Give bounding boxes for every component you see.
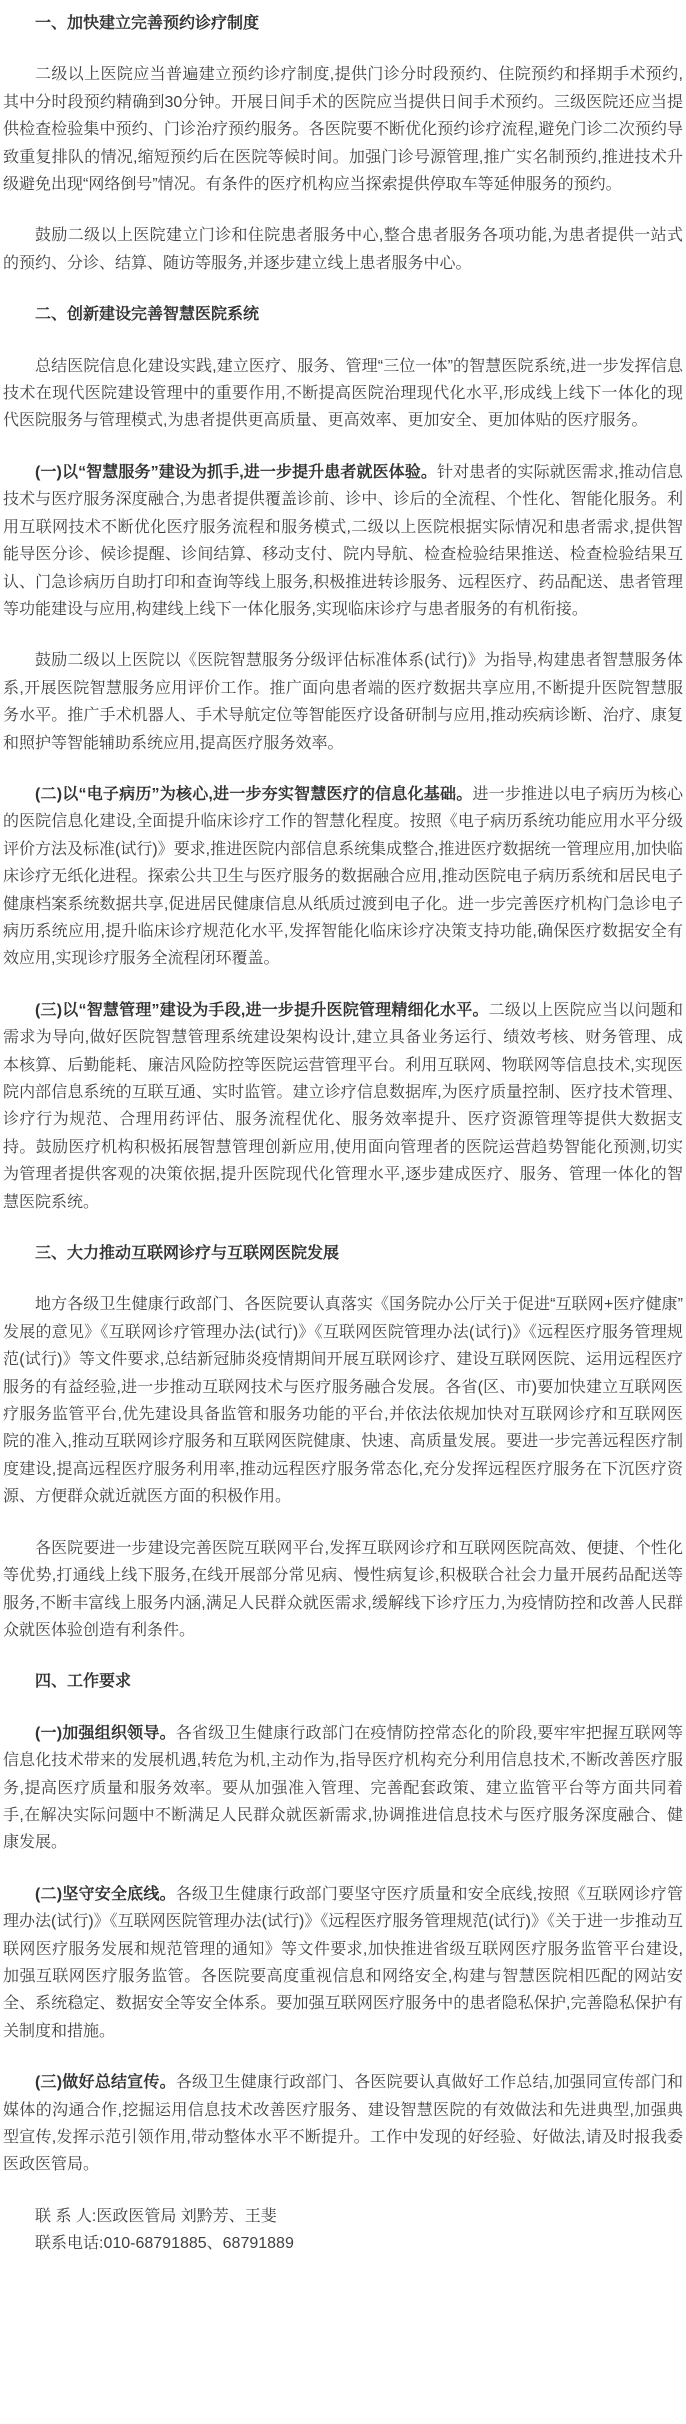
section-heading-4: 四、工作要求 [35,1673,132,1691]
paragraph: (二)以“电子病历”为核心,进一步夯实智慧医疗的信息化基础。进一步推进以电子病历为核心的医院信息化建设,全面提升临床诊疗工作的智慧化程度。按照《电子病历系统功能应用水平分级评价方法及标准(试行)》要求,推进医院内部信息系统集成整合,推进医疗数据统一管理应用,加快临床诊疗无纸化进程。探索公共卫生与医疗服务的数据融合应用,推动医院电子病历系统和居民电子健康档案系统数据共享,促进居民健康信息从纸质过渡到电子化。进一步完善医疗机构门急诊电子病历系统应用,提升临床诊疗规范化水平,发挥智能化临床诊疗决策支持功能,确保医疗数据安全有效应用,实现诊疗服务全流程闭环覆盖。 [3,785,683,968]
paragraph: 鼓励二级以上医院以《医院智慧服务分级评估标准体系(试行)》为指导,构建患者智慧服务体系,开展医院智慧服务应用评价工作。推广面向患者端的医疗数据共享应用,不断提升医院智慧服务水平。推广手术机器人、手术导航定位等智能医疗设备研制与应用,推动疾病诊断、治疗、康复和照护等智能辅助系统应用,提高医疗服务效率。 [3,652,683,752]
paragraph-lead: (二)以“电子病历”为核心,进一步夯实智慧医疗的信息化基础。 [35,785,473,803]
paragraph-lead: (一)加强组织领导。 [35,1724,176,1742]
paragraph: (一)以“智慧服务”建设为抓手,进一步提升患者就医体验。针对患者的实际就医需求,推动信息技术与医疗服务深度融合,为患者提供覆盖诊前、诊中、诊后的全流程、个性化、智能化服务。利用互联网技术不断优化医疗服务流程和服务模式,二级以上医院根据实际情况和患者需求,提供智能导医分诊、候诊提醒、诊间结算、移动支付、院内导航、检查检验结果推送、检查检验结果互认、门急诊病历自助打印和查询等线上服务,积极推进转诊服务、远程医疗、药品配送、患者管理等功能建设与应用,构建线上线下一体化服务,实现临床诊疗与患者服务的有机衔接。 [3,463,683,618]
section-heading-1: 一、加快建立完善预约诊疗制度 [35,15,260,32]
paragraph: 地方各级卫生健康行政部门、各医院要认真落实《国务院办公厅关于促进“互联网+医疗健康”发展的意见》《互联网诊疗管理办法(试行)》《互联网医院管理办法(试行)》《远程医疗服务管理规范(试行)》等文件要求,总结新冠肺炎疫情期间开展互联网诊疗、建设互联网医院、运用远程医疗服务的有益经验,进一步推动互联网技术与医疗服务融合发展。各省(区、市)要加快建立互联网医疗服务监管平台,优先建设具备监管和服务功能的平台,并依法依规加快对互联网诊疗和互联网医院的准入,推动互联网诊疗服务和互联网医院健康、快速、高质量发展。要进一步完善远程医疗制度建设,提高远程医疗服务利用率,推动远程医疗服务常态化,充分发挥远程医疗服务在下沉医疗资源、方便群众就近就医方面的积极作用。 [3,1296,683,1506]
paragraph: (三)做好总结宣传。各级卫生健康行政部门、各医院要认真做好工作总结,加强同宣传部门和媒体的沟通合作,挖掘运用信息技术改善医疗服务、建设智慧医院的有效做法和先进典型,加强典型宣传,发挥示范引领作用,带动整体水平不断提升。工作中发现的好经验、好做法,请及时报我委医政医管局。 [3,2074,683,2174]
paragraph-lead: (一)以“智慧服务”建设为抓手,进一步提升患者就医体验。 [35,463,437,481]
paragraph: 二级以上医院应当普遍建立预约诊疗制度,提供门诊分时段预约、住院预约和择期手术预约,其中分时段预约精确到30分钟。开展日间手术的医院应当提供日间手术预约。三级医院还应当提供检查检验集中预约、门诊治疗预约服务。各医院要不断优化预约诊疗流程,避免门诊二次预约导致重复排队的情况,缩短预约后在医院等候时间。加强门诊号源管理,推广实名制预约,推进技术升级避免出现“网络倒号”情况。有条件的医疗机构应当探索提供停取车等延伸服务的预约。 [3,66,683,194]
contact-block [3,2203,683,2258]
contact-phone-line: 联系电话:010-68791885、68791889 [35,2235,294,2253]
paragraph-lead: (二)坚守安全底线。 [35,1885,176,1903]
section-heading-3: 三、大力推动互联网诊疗与互联网医院发展 [35,1245,340,1263]
paragraph: 鼓励二级以上医院建立门诊和住院患者服务中心,整合患者服务各项功能,为患者提供一站式的预约、分诊、结算、随访等服务,并逐步建立线上患者服务中心。 [3,227,683,272]
paragraph: 总结医院信息化建设实践,建立医疗、服务、管理“三位一体”的智慧医院系统,进一步发挥信息技术在现代医院建设管理中的重要作用,不断提高医院治理现代化水平,形成线上线下一体化的现代医院服务与管理模式,为患者提供更高质量、更高效率、更加安全、更加体贴的医疗服务。 [3,357,683,430]
paragraph: (一)加强组织领导。各省级卫生健康行政部门在疫情防控常态化的阶段,要牢牢把握互联网等信息化技术带来的发展机遇,转危为机,主动作为,指导医疗机构充分利用信息技术,不断改善医疗服务,提高医疗质量和服务效率。要从加强准入管理、完善配套政策、建立监管平台等方面共同着手,在解决实际问题中不断满足人民群众就医新需求,协调推进信息技术与医疗服务深度融合、健康发展。 [3,1724,683,1852]
section-heading-2: 二、创新建设完善智慧医院系统 [35,306,260,324]
paragraph-lead: (三)做好总结宣传。 [35,2074,176,2092]
contact-person-line: 联 系 人:医政医管局 刘黔芳、王斐 [35,2207,277,2225]
paragraph-lead: (三)以“智慧管理”建设为手段,进一步提升医院管理精细化水平。 [35,1001,489,1019]
paragraph: (三)以“智慧管理”建设为手段,进一步提升医院管理精细化水平。二级以上医院应当以问题和需求为导向,做好医院智慧管理系统建设架构设计,建立具备业务运行、绩效考核、财务管理、成本核算、后勤能耗、廉洁风险防控等医院运营管理平台。利用互联网、物联网等信息技术,实现医院内部信息系统的互联互通、实时监管。建立诊疗信息数据库,为医疗质量控制、医疗技术管理、诊疗行为规范、合理用药评估、服务流程优化、服务效率提升、医疗资源管理等提供大数据支持。鼓励医疗机构积极拓展智慧管理创新应用,使用面向管理者的医院运营趋势智能化预测,切实为管理者提供客观的决策依据,提升医院现代化管理水平,逐步建成医疗、服务、管理一体化的智慧医院系统。 [3,1001,683,1211]
paragraph: (二)坚守安全底线。各级卫生健康行政部门要坚守医疗质量和安全底线,按照《互联网诊疗管理办法(试行)》《互联网医院管理办法(试行)》《远程医疗服务管理规范(试行)》《关于进一步推动互联网医疗服务发展和规范管理的通知》等文件要求,加快推进省级互联网医疗服务监管平台建设,加强互联网医疗服务监管。各医院要高度重视信息和网络安全,构建与智慧医院相匹配的网站安全、系统稳定、数据安全等安全体系。要加强互联网医疗服务中的患者隐私保护,完善隐私保护有关制度和措施。 [3,1885,683,2040]
paragraph: 各医院要进一步建设完善医院互联网平台,发挥互联网诊疗和互联网医院高效、便捷、个性化等优势,打通线上线下服务,在线开展部分常见病、慢性病复诊,积极联合社会力量开展药品配送等服务,不断丰富线上服务内涵,满足人民群众就医需求,缓解线下诊疗压力,为疫情防控和改善人民群众就医体验创造有利条件。 [3,1539,683,1639]
